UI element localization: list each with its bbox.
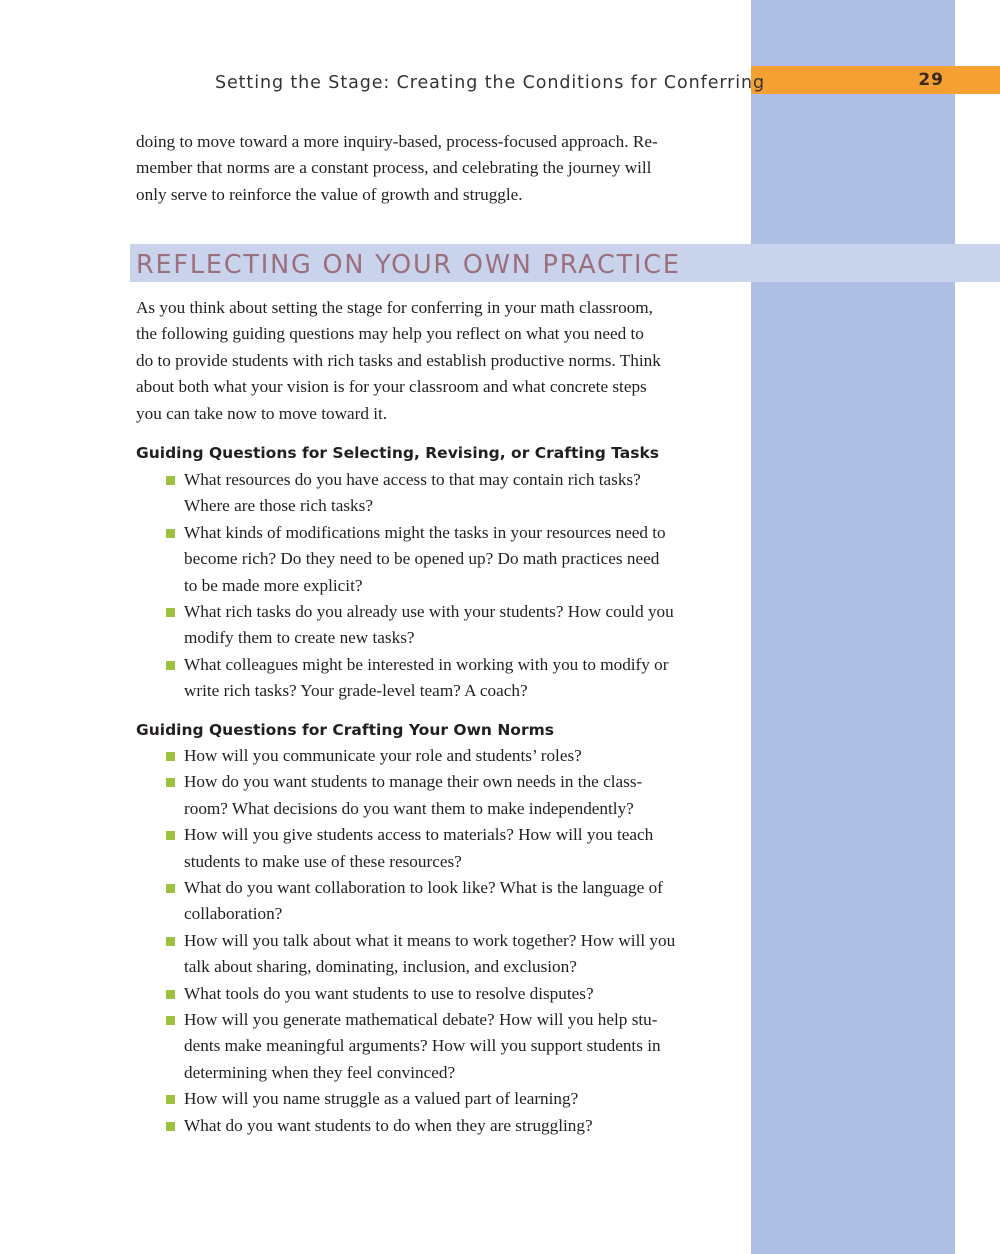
intro-paragraph: doing to move toward a more inquiry-based, process-focused approach. Re- member that norms are a constant process, and celebrating the journey will only serve to reinforce the value of growth and struggle. [136,132,658,204]
list-item [136,769,746,822]
list-item-text: What tools do you want students to use to resolve disputes? [184,983,594,1003]
list-item [136,599,746,652]
list-item-text: What rich tasks do you already use with your students? How could you modify them to create new tasks? [184,602,674,648]
section-intro-paragraph: As you think about setting the stage for conferring in your math classroom, the following guiding questions may help you reflect on what you need to do to provide students with rich tasks and establish productive norms. Think about both what your vision is for your classroom and what concrete steps you can take now to move toward it. [136,298,661,423]
list-item [136,743,746,769]
square-bullet-icon [166,608,175,617]
square-bullet-icon [166,884,175,893]
list-item [136,520,746,599]
section-title: REFLECTING ON YOUR OWN PRACTICE [136,250,681,280]
list-item-text: How will you name struggle as a valued part of learning? [184,1089,579,1109]
list-item-text: How will you give students access to materials? How will you teach students to make use of these resources? [184,825,654,871]
norms-subheading: Guiding Questions for Crafting Your Own Norms [136,721,554,739]
square-bullet-icon [166,1122,175,1131]
list-item-text: How will you generate mathematical debate? How will you help stu- dents make meaningful arguments? How will you support students in determining when they feel convinced? [184,1010,661,1082]
list-item-text: What kinds of modifications might the tasks in your resources need to become rich? Do they need to be opened up? Do math practices need to be made more explicit? [184,522,666,595]
list-item-text: What colleagues might be interested in working with you to modify or write rich tasks? Your grade-level team? A coach? [184,654,669,701]
list-item [136,1007,746,1086]
square-bullet-icon [166,831,175,840]
side-color-band [751,0,955,1254]
tasks-question-list [136,467,746,705]
list-item-text: What resources do you have access to that may contain rich tasks? Where are those rich tasks? [184,470,641,516]
list-item [136,467,746,520]
list-item-text: How do you want students to manage their own needs in the class- room? What decisions do you want them to make independently? [184,772,643,818]
list-item-text: How will you talk about what it means to work together? How will you talk about sharing, dominating, inclusion, and exclusion? [184,930,676,977]
square-bullet-icon [166,990,175,999]
list-item [136,928,746,981]
list-item-text: How will you communicate your role and students’ roles? [184,746,582,765]
list-item [136,875,746,928]
list-item [136,652,746,705]
square-bullet-icon [166,529,175,538]
square-bullet-icon [166,1016,175,1025]
list-item-text: What do you want collaboration to look like? What is the language of collaboration? [184,878,663,924]
square-bullet-icon [166,476,175,485]
tasks-subheading: Guiding Questions for Selecting, Revising, or Crafting Tasks [136,444,660,462]
page-number-tab [751,66,1000,94]
square-bullet-icon [166,778,175,787]
square-bullet-icon [166,752,175,761]
list-item [136,1086,746,1112]
square-bullet-icon [166,1095,175,1104]
list-item [136,1113,746,1139]
page-number: 29 [918,70,944,90]
square-bullet-icon [166,661,175,670]
list-item [136,981,746,1007]
list-item-text: What do you want students to do when they are struggling? [184,1115,593,1135]
running-head: Setting the Stage: Creating the Conditions for Conferring [215,73,766,93]
norms-question-list [136,743,746,1139]
list-item [136,822,746,875]
square-bullet-icon [166,937,175,946]
